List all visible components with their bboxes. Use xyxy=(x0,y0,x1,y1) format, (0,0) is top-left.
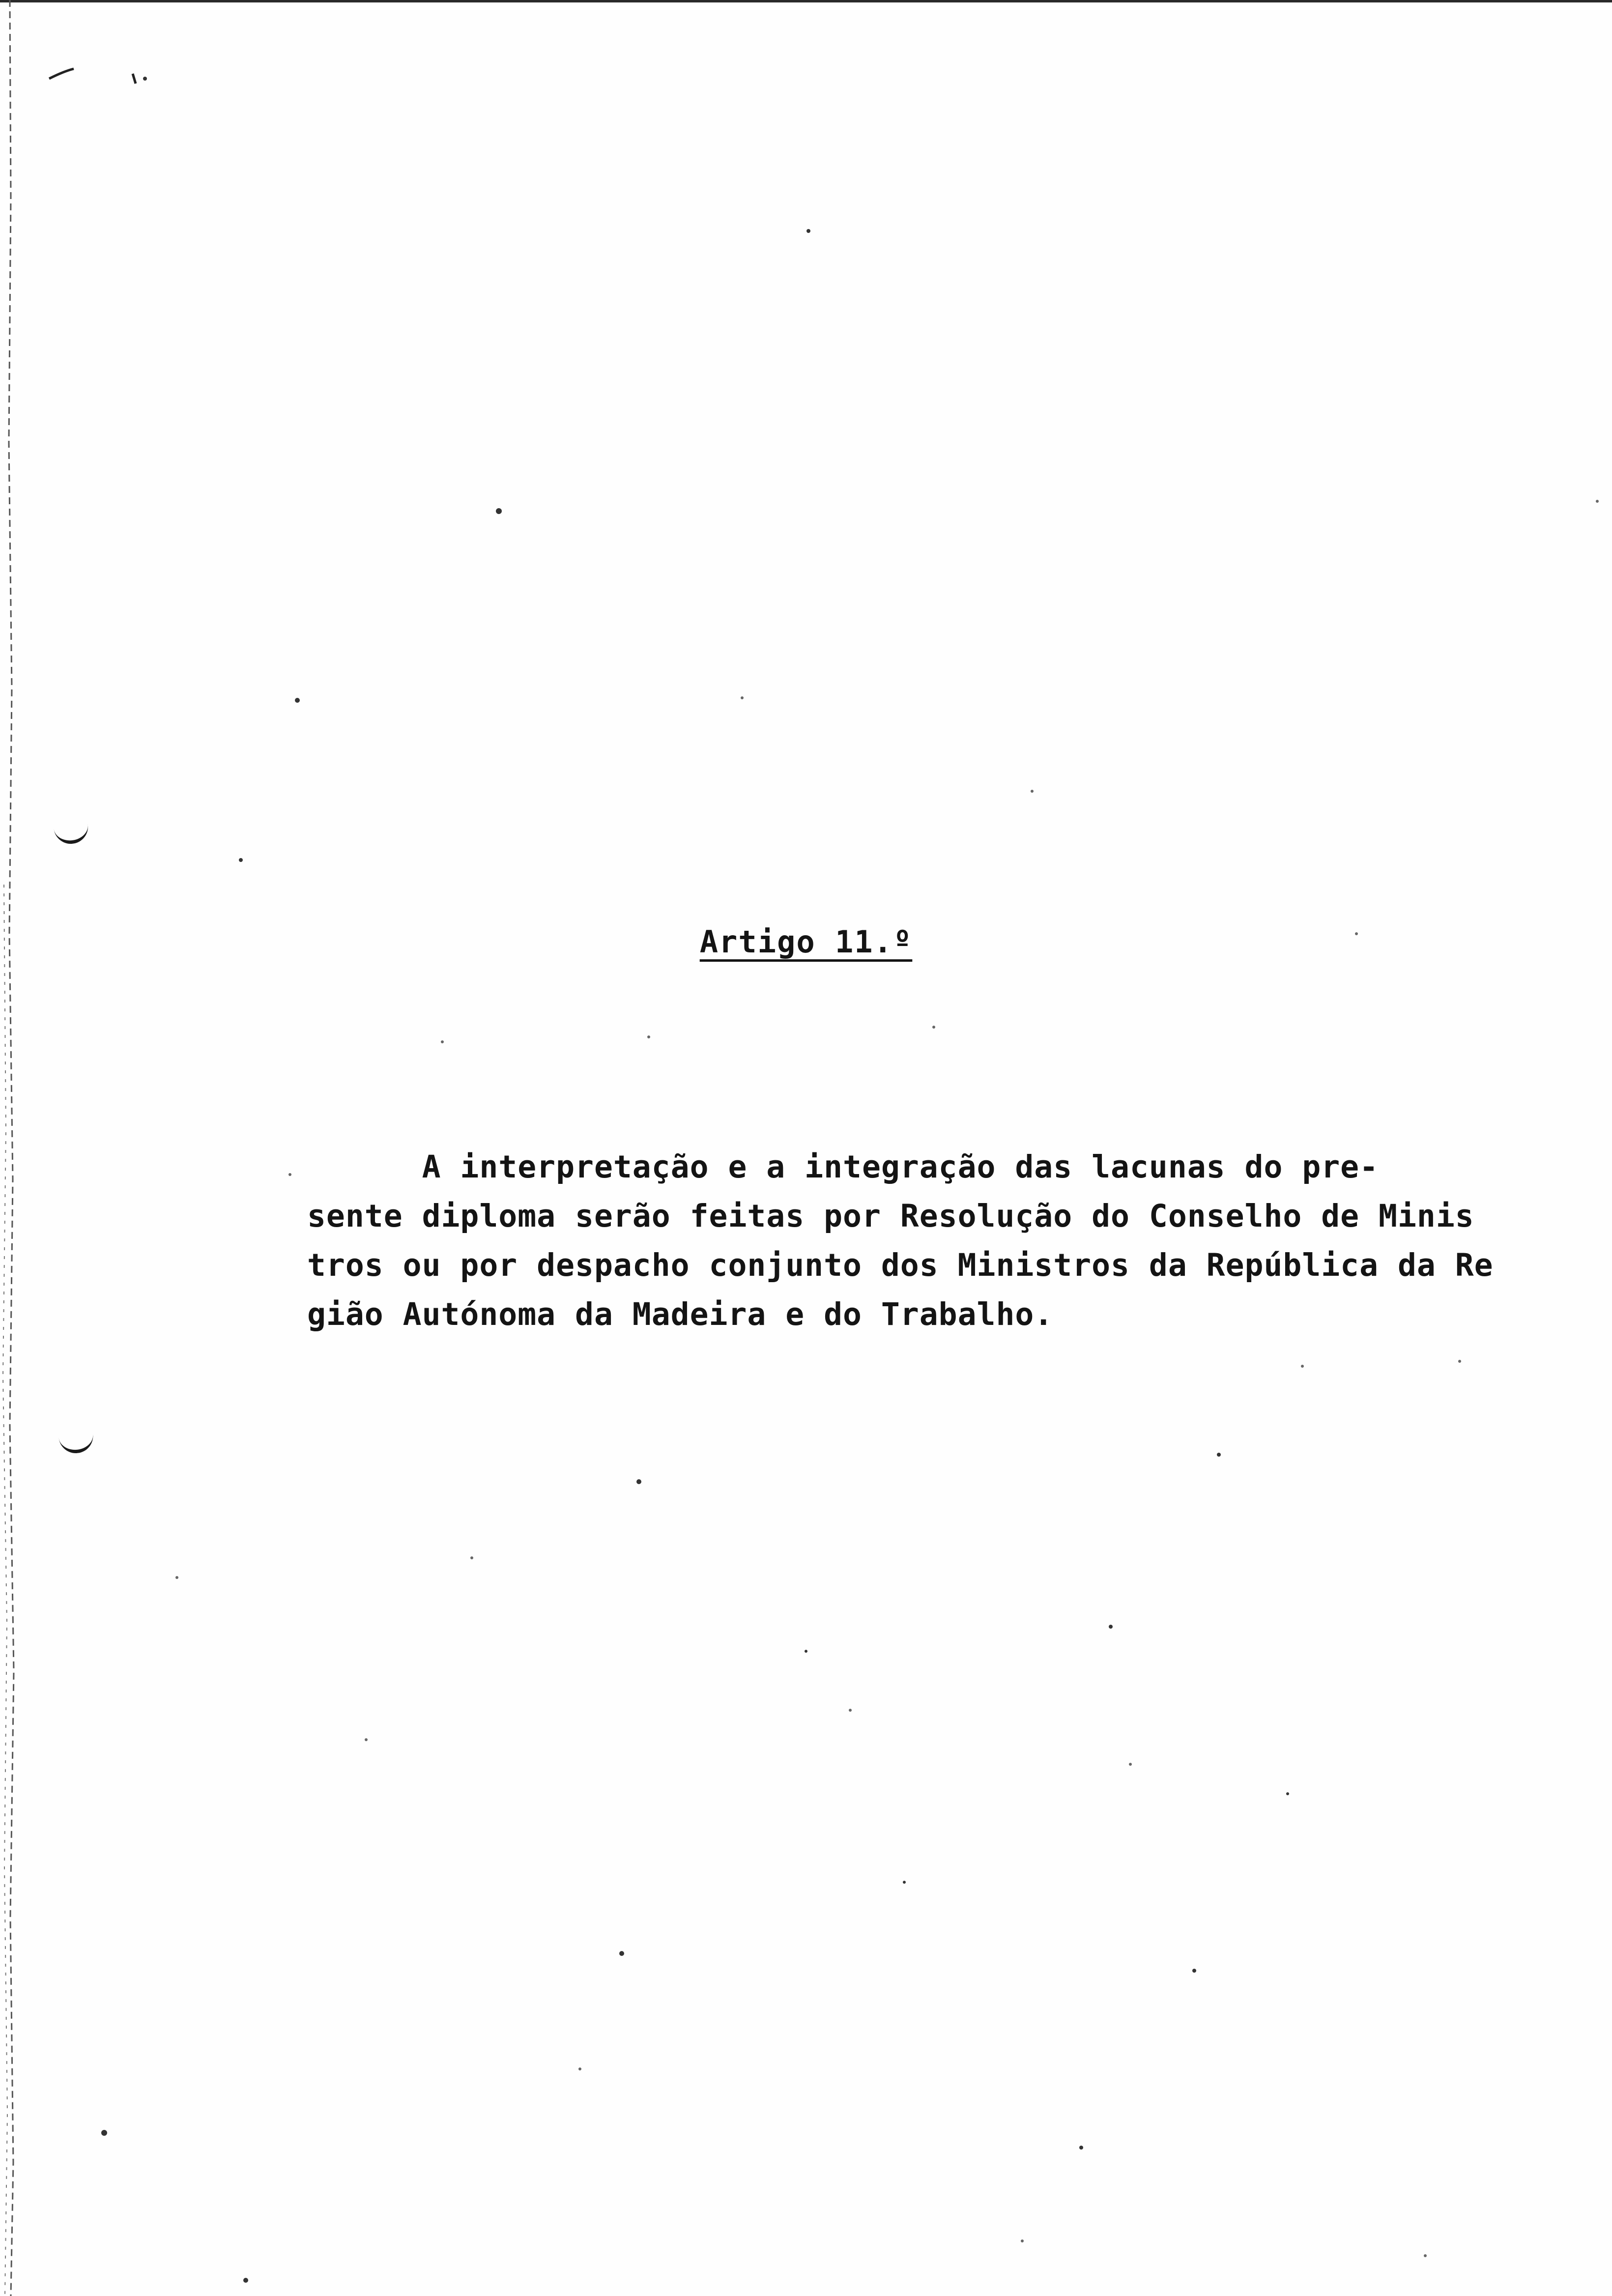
article-heading-text: Artigo 11.º xyxy=(699,924,913,960)
paragraph-line: sente diploma serão feitas por Resolução do Conselho de Minis xyxy=(307,1198,1474,1234)
paragraph-line: tros ou por despacho conjunto dos Ministros da República da Re xyxy=(307,1247,1494,1283)
article-paragraph xyxy=(307,1143,1546,1339)
article-heading xyxy=(0,924,1612,960)
paragraph-line: gião Autónoma da Madeira e do Trabalho. xyxy=(307,1296,1054,1332)
paragraph-line: A interpretação e a integração das lacunas do pre- xyxy=(307,1149,1379,1185)
